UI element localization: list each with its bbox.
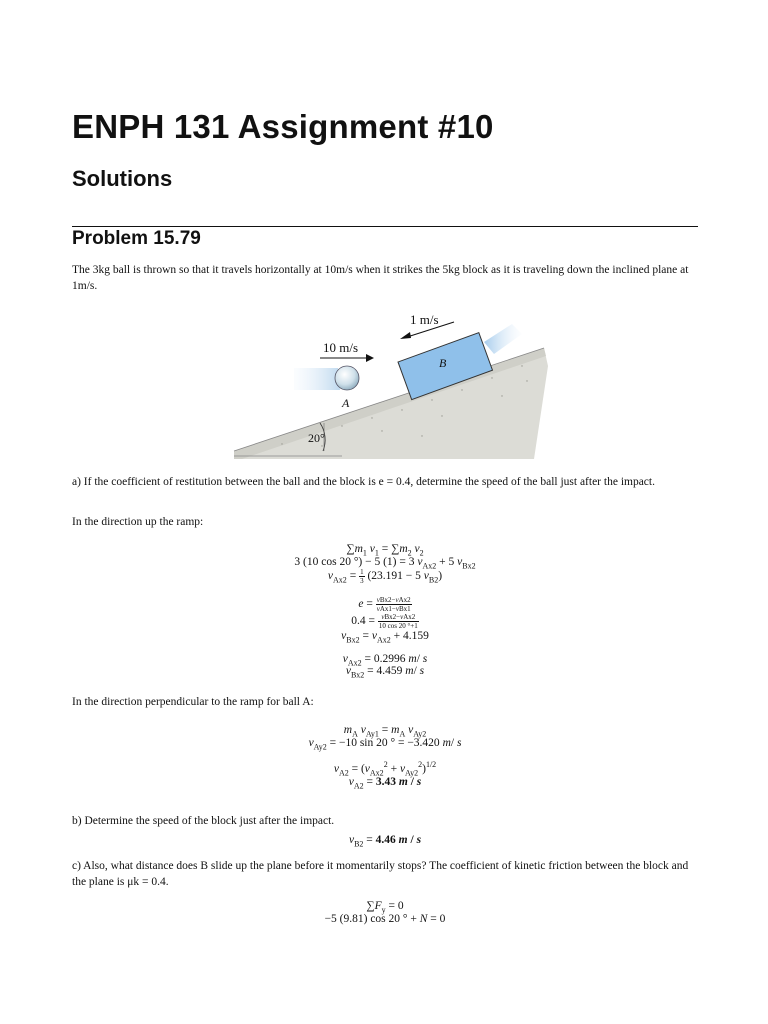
va2-answer-eq: $v_{A2} = 3.43$ m / s	[348, 775, 422, 790]
problem-heading: Problem 15.79	[72, 228, 201, 249]
part-c-question: c) Also, what distance does B slide up the plane before it momentarily stops? The coefficient of kinetic friction between the block and the plane is μk = 0.4.	[72, 860, 689, 888]
force-equations	[180, 900, 590, 925]
part-b-question: b) Determine the speed of the block just after the impact.	[72, 815, 335, 827]
perpendicular-heading: In the direction perpendicular to the ramp for ball A:	[72, 696, 314, 708]
vax2-expression-eq: $v_{Ax2}$ = $\frac{1}{3}$ (23.191 − 5 $v_{B2}$)	[327, 568, 443, 585]
momentum-equations	[180, 543, 590, 585]
incline-figure	[222, 306, 552, 466]
restitution-equations	[180, 596, 590, 678]
sum-fy-eq: $\sum F_y = 0$	[366, 900, 404, 915]
normal-force-eq: −5 (9.81) cos 20 ° + N = 0	[324, 912, 446, 925]
restitution-substituted-eq: 0.4 = $\frac{\text{vBx2−vAx2}}{10 \cos 20 ^\circ+1}$	[351, 613, 418, 630]
block-speed-equation	[180, 834, 590, 847]
vbx2-value-eq: $v_{Bx2} = 4.459$ m/ s	[345, 665, 425, 680]
y-momentum-eq: $m_A$ $v_{Ay1} = m_A$ $v_{Ay2}$	[343, 724, 427, 739]
angle-label: 20°	[308, 431, 325, 445]
section-divider	[72, 226, 698, 227]
perpendicular-equations	[180, 724, 590, 788]
problem-statement: The 3kg ball is thrown so that it travels horizontally at 10m/s when it strikes the 5kg block as it is traveling down the inclined plane at 1m/s.	[72, 264, 689, 292]
ball-label: A	[342, 396, 350, 410]
ball-a	[335, 366, 359, 390]
momentum-substituted-eq: 3 (10 cos 20 °) − 5 (1) = 3 $v_{Ax2} + 5$ $v_{Bx2}$	[294, 555, 476, 570]
block-speed-label: 1 m/s	[410, 312, 439, 327]
document-subtitle: Solutions	[72, 166, 173, 191]
part-a-question: a) If the coefficient of restitution between the ball and the block is e = 0.4, determine the speed of the ball just after the impact.	[72, 476, 655, 488]
vax2-value-eq: $v_{Ax2} = 0.2996$ m/ s	[342, 652, 428, 667]
up-ramp-heading: In the direction up the ramp:	[72, 516, 204, 528]
momentum-balance-eq: $\sum m_1$ $v_1 = \sum m_2$ $v_2$	[346, 543, 424, 558]
block-label: B	[439, 356, 447, 370]
restitution-definition-eq: e = $\frac{\text{vBx2−vAx2}}{\text{vAx1−vBx1}}$	[358, 596, 411, 613]
vbx2-expression-eq: $v_{Bx2} = v_{Ax2} + 4.159$	[341, 630, 429, 645]
document-title: ENPH 131 Assignment #10	[72, 108, 494, 145]
vb2-answer-eq: $v_{B2} = 4.46$ m / s	[348, 834, 422, 849]
vay2-eq: $v_{Ay2} = -10$ sin 20 ° = −3.420 m/ s	[308, 736, 462, 751]
ball-speed-label: 10 m/s	[323, 340, 359, 355]
va2-expression-eq: $v_{A2} = (v_{Ax2}^2 + v_{Ay2}^2)^{1/2}$	[333, 760, 437, 778]
